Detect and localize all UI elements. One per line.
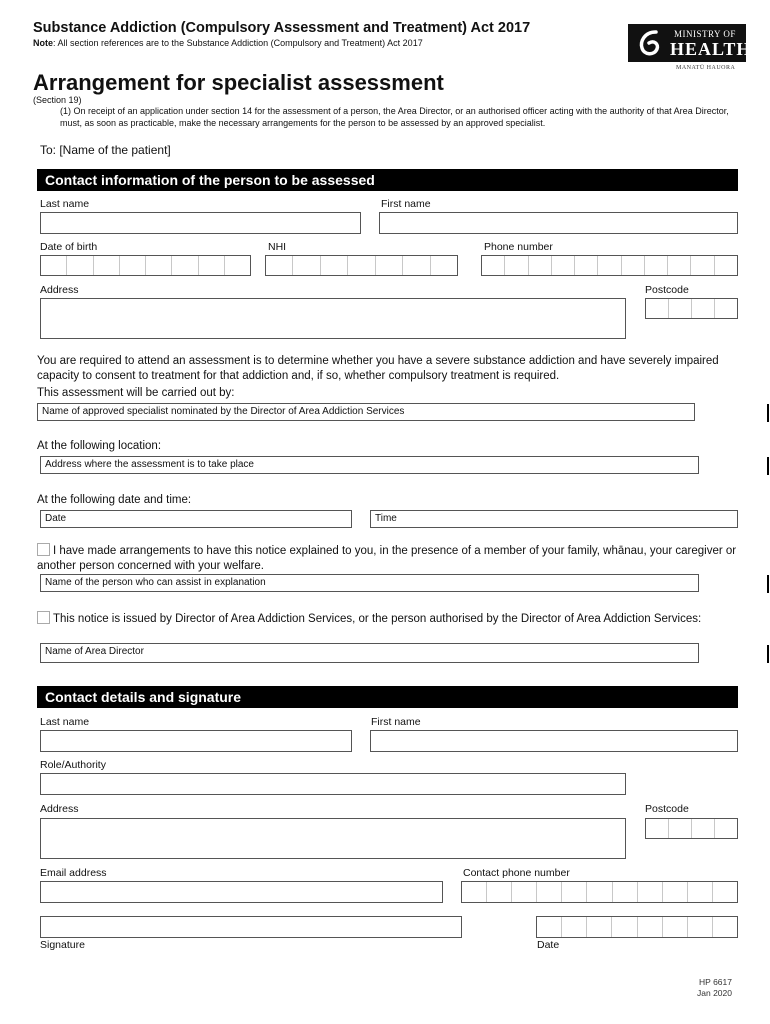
- last-name-input[interactable]: [40, 212, 361, 234]
- explained-text: I have made arrangements to have this notice explained to you, in the presence of a member of your family, whānau, your caregiver or another person concerned with your welfare.: [37, 545, 737, 572]
- sig-address-input[interactable]: [40, 818, 626, 859]
- date-input[interactable]: Date: [40, 510, 352, 528]
- explained-checkbox[interactable]: [37, 543, 50, 556]
- carried-out-by-label: This assessment will be carried out by:: [37, 387, 235, 399]
- sig-postcode-input[interactable]: [645, 818, 738, 839]
- form-date: Jan 2020: [697, 988, 732, 998]
- edge-mark: [767, 645, 769, 663]
- sig-postcode-label: Postcode: [645, 803, 689, 815]
- section-ref: (Section 19): [33, 95, 82, 105]
- logo-line3: MANATŪ HAUORA: [676, 65, 736, 71]
- koru-icon: [634, 28, 664, 58]
- contact-phone-label: Contact phone number: [463, 867, 570, 879]
- first-name-label: First name: [381, 198, 431, 210]
- to-line: To: [Name of the patient]: [40, 143, 171, 157]
- section-text: (1) On receipt of an application under section 14 for the assessment of a person, the Area Director, or an authorised officer acting with the authority of that Area Director, must, as soon as practicable, make the necessary arrangements for the person to be assessed by an approved specialist.: [60, 106, 729, 128]
- section-note: [33, 38, 423, 48]
- postcode-label: Postcode: [645, 284, 689, 296]
- form-footer: [697, 977, 732, 999]
- explained-person-input[interactable]: Name of the person who can assist in explanation: [40, 574, 699, 592]
- signature-section-heading: Contact details and signature: [37, 686, 738, 708]
- issued-text: This notice is issued by Director of Area Addiction Services, or the person authorised by the Director of Area Addiction Services:: [53, 613, 702, 625]
- note-label: Note: [33, 38, 53, 48]
- sig-date-input[interactable]: [536, 916, 738, 938]
- sig-date-label: Date: [537, 939, 560, 951]
- signature-label: Signature: [40, 939, 85, 951]
- edge-mark: [767, 457, 769, 475]
- address-input[interactable]: [40, 298, 626, 339]
- postcode-input[interactable]: [645, 298, 738, 319]
- last-name-label: Last name: [40, 198, 90, 210]
- nhi-input[interactable]: [265, 255, 458, 276]
- issued-statement: [37, 611, 737, 627]
- nhi-label: NHI: [268, 241, 287, 253]
- note-text: : All section references are to the Substance Addiction (Compulsory and Treatment) Act 2017: [53, 38, 423, 48]
- location-label: At the following location:: [37, 440, 162, 452]
- address-label: Address: [40, 284, 79, 296]
- ministry-logo: [628, 24, 752, 72]
- location-input[interactable]: Address where the assessment is to take place: [40, 456, 699, 474]
- explained-statement: [37, 543, 737, 573]
- edge-mark: [767, 575, 769, 593]
- sig-last-name-label: Last name: [40, 716, 90, 728]
- role-label: Role/Authority: [40, 759, 106, 771]
- sig-first-name-label: First name: [371, 716, 421, 728]
- contact-section-heading: Contact information of the person to be assessed: [37, 169, 738, 191]
- contact-phone-input[interactable]: [461, 881, 738, 903]
- sig-first-name-input[interactable]: [370, 730, 738, 752]
- edge-mark: [767, 404, 769, 422]
- phone-label: Phone number: [484, 241, 553, 253]
- act-title: Substance Addiction (Compulsory Assessment and Treatment) Act 2017: [33, 20, 531, 36]
- email-label: Email address: [40, 867, 107, 879]
- phone-input[interactable]: [481, 255, 738, 276]
- assessment-intro: You are required to attend an assessment is to determine whether you have a severe substance addiction and have severely impaired capacity to consent to treatment for that addiction and, if so, whether compulsory treatment is required.: [37, 355, 719, 382]
- issued-checkbox[interactable]: [37, 611, 50, 624]
- datetime-label: At the following date and time:: [37, 494, 192, 506]
- logo-line2: HEALTH: [670, 39, 752, 59]
- email-input[interactable]: [40, 881, 443, 903]
- page-title: Arrangement for specialist assessment: [33, 70, 444, 95]
- specialist-name-input[interactable]: Name of approved specialist nominated by the Director of Area Addiction Services: [37, 403, 695, 421]
- dob-label: Date of birth: [40, 241, 98, 253]
- sig-address-label: Address: [40, 803, 79, 815]
- logo-box: [628, 24, 752, 62]
- form-code: HP 6617: [699, 977, 732, 987]
- dob-input[interactable]: [40, 255, 251, 276]
- director-name-input[interactable]: Name of Area Director: [40, 643, 699, 663]
- first-name-input[interactable]: [379, 212, 738, 234]
- logo-line1: MINISTRY OF: [674, 29, 736, 39]
- signature-input[interactable]: [40, 916, 462, 938]
- sig-last-name-input[interactable]: [40, 730, 352, 752]
- time-input[interactable]: Time: [370, 510, 738, 528]
- role-input[interactable]: [40, 773, 626, 795]
